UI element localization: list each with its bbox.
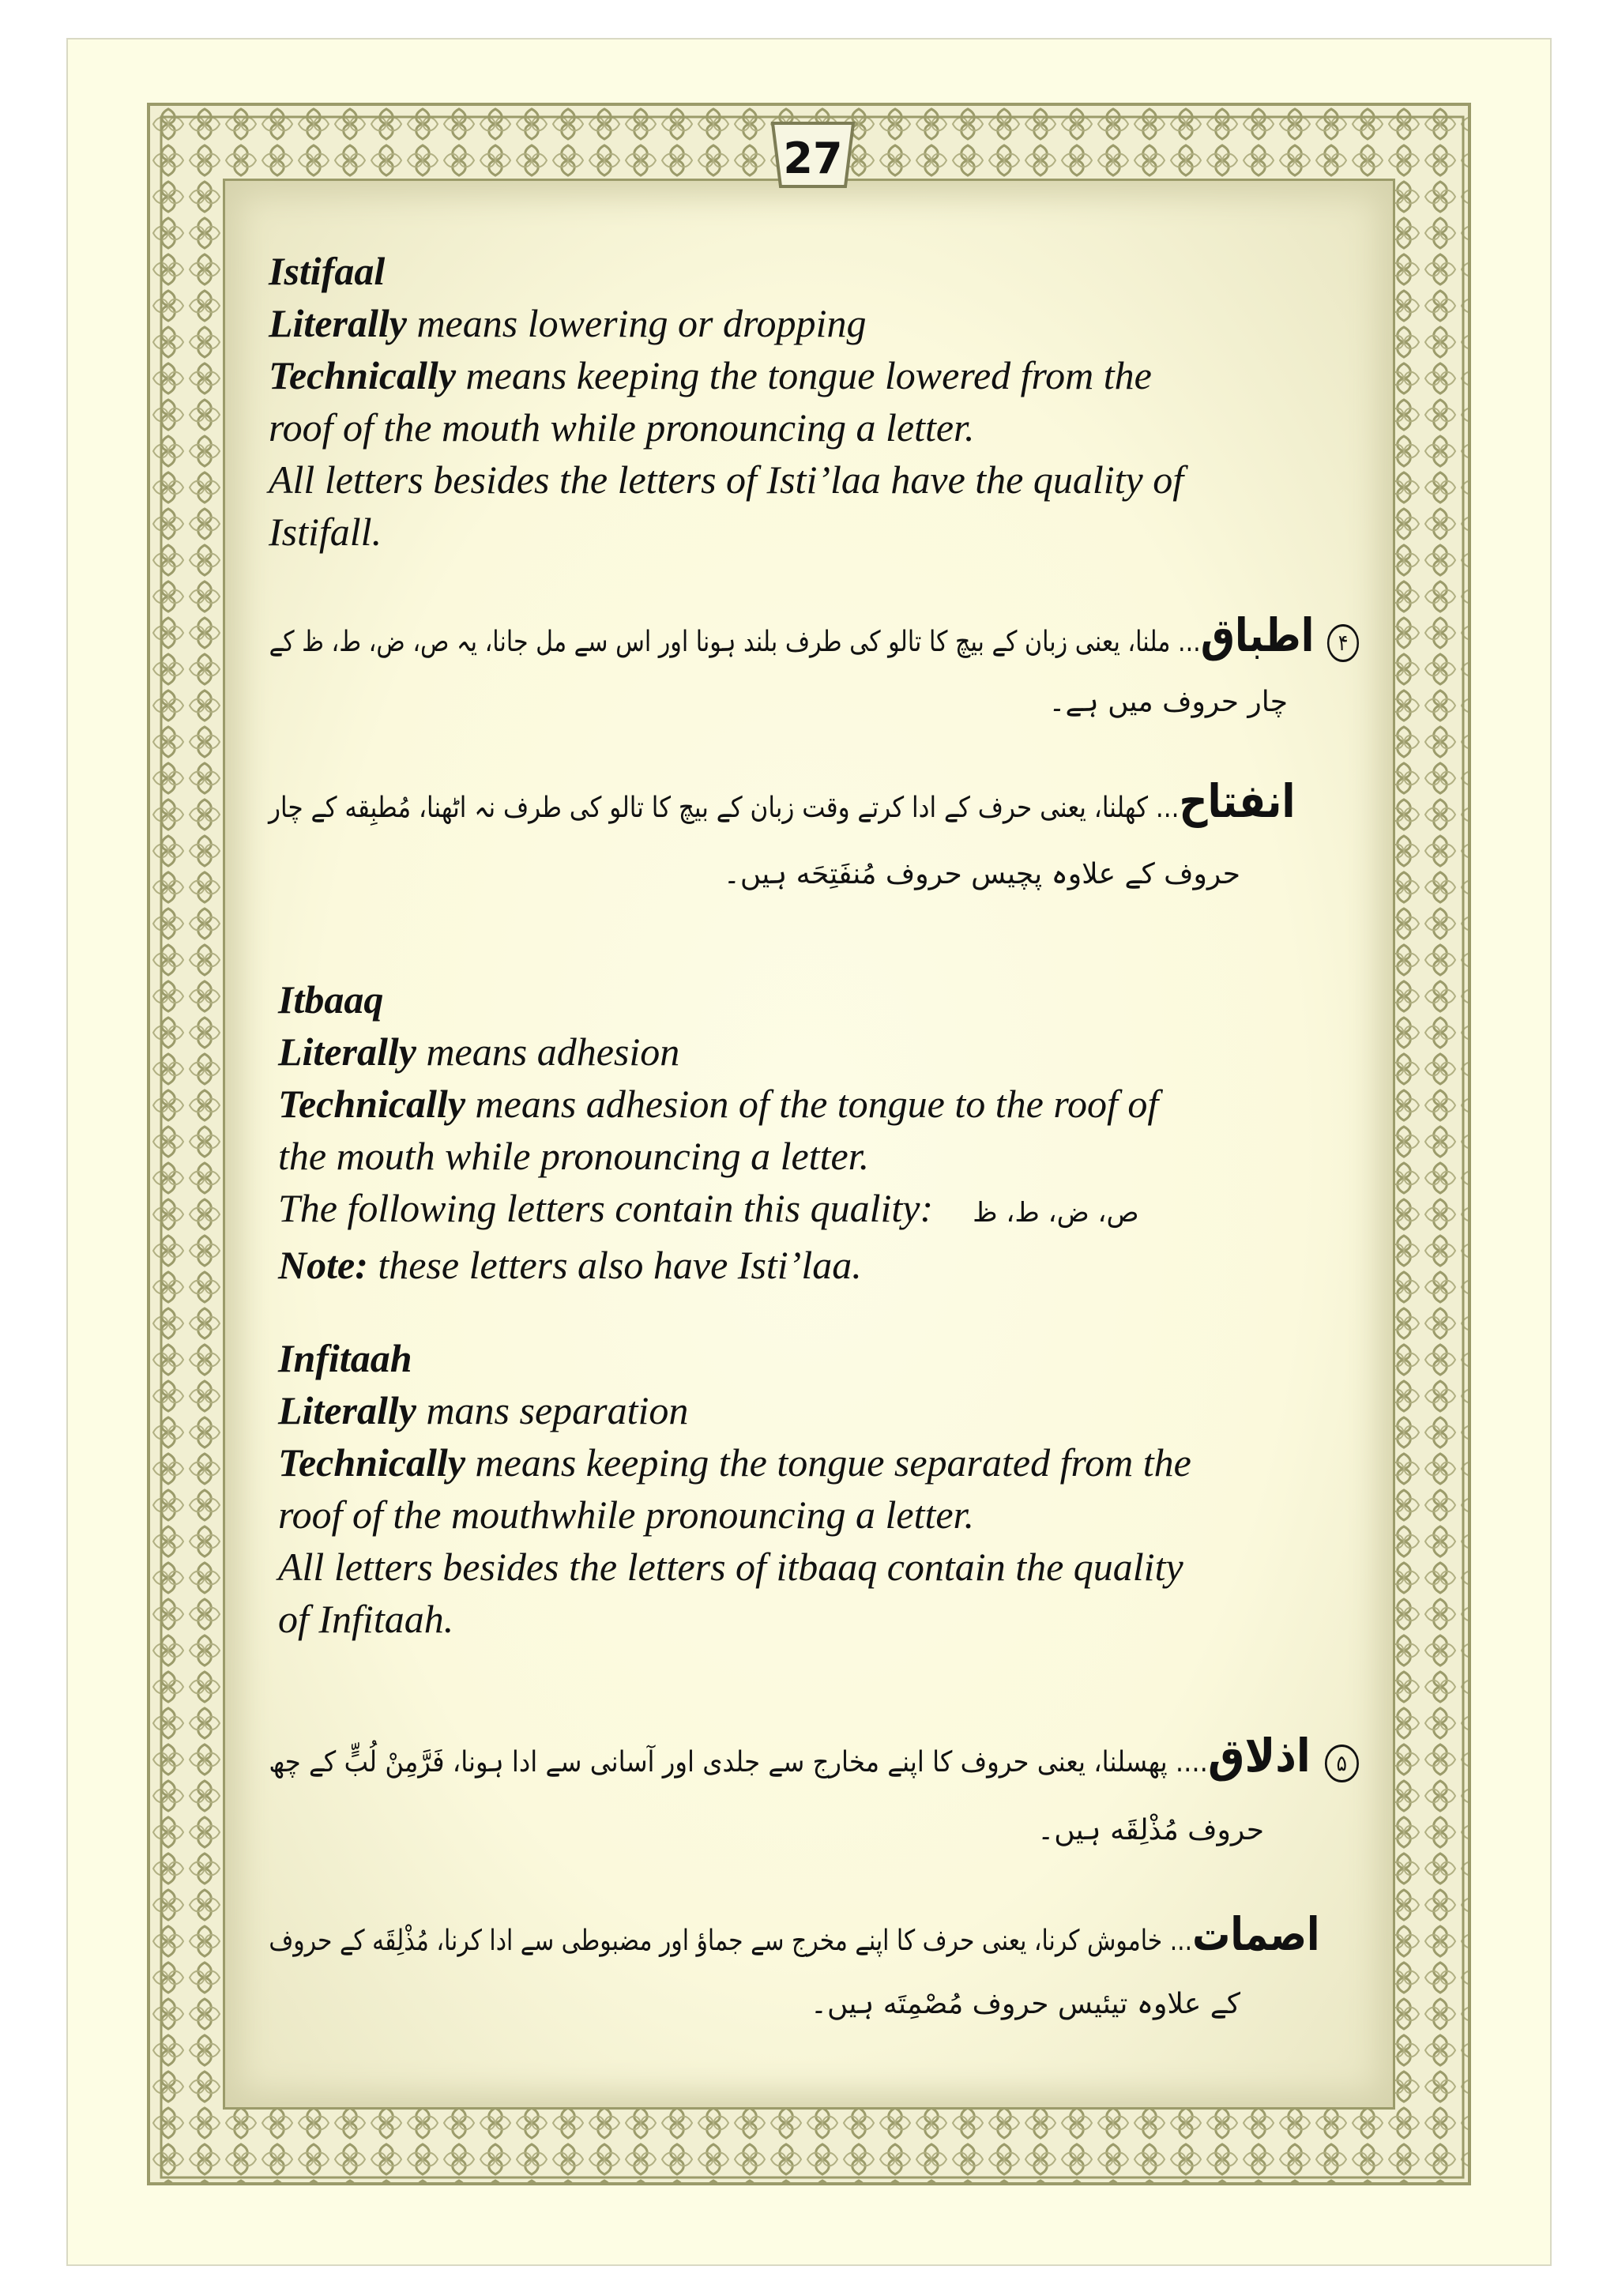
- page-number: 27: [783, 133, 843, 183]
- urdu-itbaaq-line-1: ۴اطباق... ملنا، یعنی زبان کے بیچ کا تالو کی طرف بلند ہونا اور اس سے مل جانا، یہ ص، ض، ط، ظ کے: [269, 608, 1359, 662]
- section-itbaaq: Itbaaq Literally means adhesion Technically means adhesion of the tongue to the roof of the mouth while pronouncing a letter. The following letters contain this quality: ص، ض، ط، ظ Note: these letters also have Isti’laa.: [278, 977, 1159, 1287]
- urdu-infitaah-line-2: حروف کے علاوہ پچیس حروف مُنفَتِحَه ہیں۔: [723, 858, 1240, 890]
- section-number: ۴: [1327, 624, 1359, 662]
- urdu-infitaah-line-1: انفتاح... کھلنا، یعنی حرف کے ادا کرتے وقت زبان کے بیچ کا تالو کی طرف نہ اٹھنا، مُطبِقه کے چار: [269, 774, 1296, 828]
- section-istifaal: Istifaal Literally means lowering or dropping Technically means keeping the tongue lowered from the roof of the mouth while pronouncing a letter. All letters besides the letters of Isti’laa have the quality of Istifall.: [269, 249, 1184, 554]
- urdu-itbaaq-line-2: چار حروف میں ہے۔: [1048, 686, 1288, 718]
- urdu-ismaat-line-2: کے علاوہ تیئیس حروف مُصْمِتَه ہیں۔: [810, 1988, 1240, 2020]
- section-title: Itbaaq: [278, 977, 384, 1022]
- section-title: Infitaah: [278, 1336, 412, 1380]
- urdu-izlaaq-line-1: ۵اذلاق.... پھسلنا، یعنی حروف کا اپنے مخارج سے جلدی اور آسانی سے ادا ہونا، فَرَّمِنْ لُبٍّ کے چھ: [269, 1729, 1359, 1782]
- urdu-izlaaq-line-2: حروف مُذْلِقَه ہیں۔: [1037, 1814, 1264, 1846]
- section-number: ۵: [1325, 1745, 1359, 1782]
- urdu-ismaat-line-1: اصمات... خاموش کرنا، یعنی حرف کا اپنے مخرج سے جماؤ اور مضبوطی سے ادا کرنا، مُذْلِقَه کے حروف: [268, 1907, 1319, 1961]
- itbaaq-letters: ص، ض، ط، ظ: [973, 1197, 1139, 1229]
- section-infitaah: Infitaah Literally mans separation Technically means keeping the tongue separated from the roof of the mouthwhile pronouncing a letter. All letters besides the letters of itbaaq contain the quality of Infitaah.: [278, 1336, 1191, 1641]
- section-title: Istifaal: [269, 249, 386, 293]
